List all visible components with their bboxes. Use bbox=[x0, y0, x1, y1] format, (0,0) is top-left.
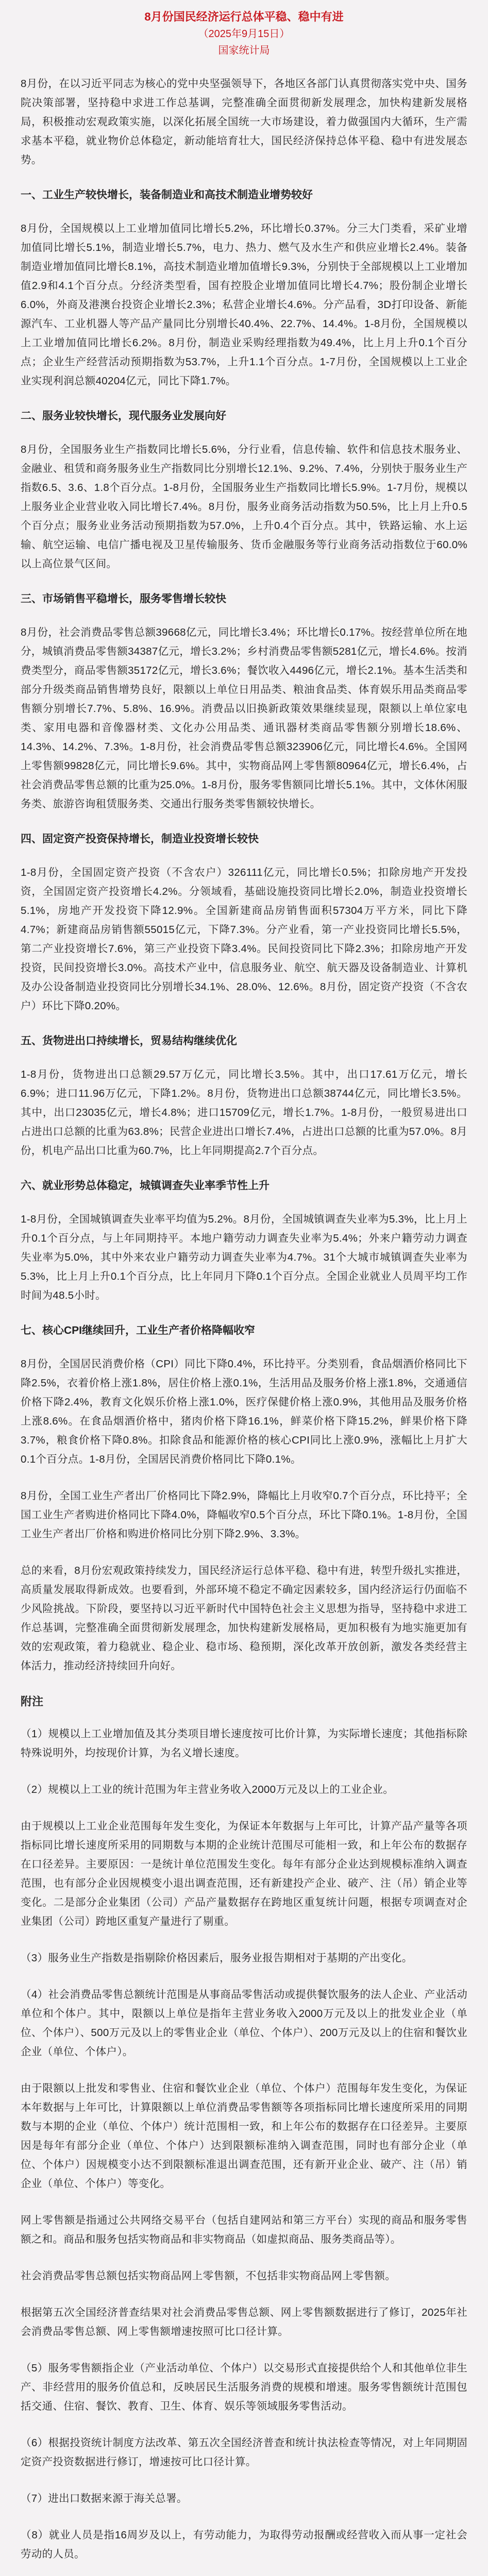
note-item: （4）社会消费品零售总额统计范围是从事商品零售活动或提供餐饮服务的法人企业、产业活动单位和个体户。其中，限额以上单位是指年主营业务收入2000万元及以上的批发业企业（单位、个体户）、500万元及以上的零售业企业（单位、个体户）、200万元及以上的住宿和餐饮业企业（单位、个体户）。 bbox=[21, 1989, 467, 2058]
section-employment bbox=[21, 1178, 467, 1305]
note-item: （2）规模以上工业的统计范围为年主营业务收入2000万元及以上的工业企业。 bbox=[21, 1784, 394, 1795]
section-paragraph: 8月份，全国居民消费价格（CPI）同比下降0.4%，环比持平。分类别看，食品烟酒价格同比下降2.5%，衣着价格上涨1.8%，居住价格上涨0.1%，生活用品及服务价格上涨1.8%，交通通信价格下降2.4%，教育文化娱乐价格上涨1.0%，医疗保健价格上涨0.9%，其他用品及服务价格上涨8.6%。在食品烟酒价格中，猪肉价格下降16.1%，鲜菜价格下降15.2%，鲜果价格下降3.7%，粮食价格下降0.8%。扣除食品和能源价格的核心CPI同比上涨0.9%，涨幅比上月扩大0.1个百分点。1-8月份，全国居民消费价格同比下降0.1%。 bbox=[21, 1358, 467, 1465]
section-heading: 二、服务业较快增长，现代服务业发展向好 bbox=[21, 410, 226, 422]
section-heading: 一、工业生产较快增长，装备制造业和高技术制造业增势较好 bbox=[21, 189, 313, 201]
note-item: 由于规模以上工业企业范围每年发生变化，为保证本年数据与上年可比，计算产品产量等各项指标同比增长速度所采用的同期数与本期的企业统计范围尽可能相一致，和上年公布的数据存在口径差异。主要原因：一是统计单位范围发生变化。每年有部分企业达到规模标准纳入调查范围，也有部分企业因规模变小退出调查范围，还有新建投产企业、破产、注（吊）销企业等变化。二是部分企业集团（公司）产品产量数据存在跨地区重复统计问题，根据专项调查对企业集团（公司）跨地区重复产量进行了剔重。 bbox=[21, 1820, 467, 1927]
intro-paragraph: 8月份，在以习近平同志为核心的党中央坚强领导下，各地区各部门认真贯彻落实党中央、国务院决策部署，坚持稳中求进工作总基调，完整准确全面贯彻新发展理念，加快构建新发展格局，积极推动宏观政策实施，以深化拓展全国统一大市场建设，着力做强国内大循环，生产需求基本平稳，就业物价总体稳定，新动能培育壮大，国民经济保持总体平稳、稳中有进发展态势。 bbox=[21, 78, 467, 166]
note-item: 网上零售额是指通过公共网络交易平台（包括自建网站和第三方平台）实现的商品和服务零售额之和。商品和服务包括实物商品和非实物商品（如虚拟商品、服务类商品等）。 bbox=[21, 2214, 467, 2245]
note-item: （7）进出口数据来源于海关总署。 bbox=[21, 2493, 188, 2504]
section-paragraph: 1-8月份，全国固定资产投资（不含农户）326111亿元，同比增长0.5%；扣除房地产开发投资，全国固定资产投资增长4.2%。分领域看，基础设施投资同比增长2.0%，制造业投资增长5.1%，房地产开发投资下降12.9%。全国新建商品房销售面积57304万平方米，同比下降4.7%；新建商品房销售额55015亿元，下降7.3%。分产业看，第一产业投资同比增长5.5%，第二产业投资增长7.6%，第三产业投资下降3.4%。民间投资同比下降2.3%；扣除房地产开发投资，民间投资增长3.0%。高技术产业中，信息服务业、航空、航天器及设备制造业、计算机及办公设备制造业投资同比分别增长34.1%、28.0%、12.6%。8月份，固定资产投资（不含农户）环比下降0.20%。 bbox=[21, 867, 467, 1012]
section-heading: 三、市场销售平稳增长，服务零售增长较快 bbox=[21, 593, 226, 605]
note-item: （6）根据投资统计制度方法改革、第五次全国经济普查和统计执法检查等情况，对上年同期固定资产投资数据进行修订，增速按可比口径计算。 bbox=[21, 2437, 467, 2468]
notes-heading: 附注 bbox=[21, 1695, 44, 1708]
section-paragraph: 8月份，全国工业生产者出厂价格同比下降2.9%，降幅比上月收窄0.7个百分点，环比持平；全国工业生产者购进价格同比下降4.0%，降幅收窄0.5个百分点，环比下降0.1%。1-8月份，全国工业生产者出厂价格和购进价格同比分别下降2.9%、3.3%。 bbox=[21, 1490, 467, 1540]
section-industry bbox=[21, 187, 467, 391]
section-retail bbox=[21, 591, 467, 814]
note-item: （5）服务零售额指企业（产业活动单位、个体户）以交易形式直接提供给个人和其他单位非生产、非经营用的服务价值总和，反映居民生活服务消费的规模和增速。服务零售额统计范围包括交通、住宿、餐饮、教育、卫生、体育、娱乐等领域服务零售活动。 bbox=[21, 2362, 467, 2412]
section-investment bbox=[21, 831, 467, 1015]
notes-section bbox=[21, 1693, 467, 2576]
section-paragraph: 8月份，社会消费品零售总额39668亿元，同比增长3.4%；环比增长0.17%。按经营单位所在地分，城镇消费品零售额34387亿元，增长3.2%；乡村消费品零售额5281亿元，增长4.6%。按消费类型分，商品零售额35172亿元，增长3.6%；餐饮收入4496亿元，增长2.1%。基本生活类和部分升级类商品销售增势良好，限额以上单位日用品类、粮油食品类、体育娱乐用品类商品零售额分别增长7.7%、5.8%、16.9%。消费品以旧换新政策效果继续显现，限额以上单位家电类、家用电器和音像器材类、文化办公用品类、通讯器材类商品零售额分别增长18.6%、14.3%、14.2%、7.3%。1-8月份，社会消费品零售总额323906亿元，同比增长4.6%。全国网上零售额99828亿元，同比增长9.6%。其中，实物商品网上零售额80964亿元，增长6.4%，占社会消费品零售总额的比重为25.0%。1-8月份，服务零售额同比增长5.1%。其中，文体休闲服务类、旅游咨询租赁服务类、交通出行服务类零售额较快增长。 bbox=[21, 626, 467, 810]
section-prices bbox=[21, 1323, 467, 1544]
section-paragraph: 1-8月份，货物进出口总额29.57万亿元，同比增长3.5%。其中，出口17.61万亿元，增长6.9%；进口11.96万亿元，下降1.2%。8月份，货物进出口总额38744亿元，同比增长3.5%。其中，出口23035亿元，增长4.8%；进口15709亿元，增长1.7%。1-8月份，一般贸易进出口占进出口总额的比重为63.8%；民营企业进出口增长7.4%，占进出口总额的比重为57.0%。8月份，机电产品出口比重为60.7%，比上年同期提高2.7个百分点。 bbox=[21, 1069, 467, 1157]
section-heading: 五、货物进出口持续增长，贸易结构继续优化 bbox=[21, 1035, 237, 1047]
note-item: （8）就业人员是指16周岁及以上，有劳动能力，为取得劳动报酬或经营收入而从事一定社会劳动的人员。 bbox=[21, 2529, 467, 2560]
section-services bbox=[21, 408, 467, 573]
summary-paragraph: 总的来看，8月份宏观政策持续发力，国民经济运行总体平稳、稳中有进，转型升级扎实推进，高质量发展取得新成效。也要看到，外部环境不稳定不确定因素较多，国内经济运行仍面临不少风险挑战。下阶段，要坚持以习近平新时代中国特色社会主义思想为指导，坚持稳中求进工作总基调，完整准确全面贯彻新发展理念，加快构建新发展格局，更加积极有为地实施更加有效的宏观政策，着力稳就业、稳企业、稳市场、稳预期，深化改革开放创新，激发各类经营主体活力，推动经济持续回升向好。 bbox=[21, 1565, 467, 1672]
publish-date: （2025年9月15日） bbox=[198, 28, 290, 40]
section-trade bbox=[21, 1033, 467, 1160]
section-paragraph: 8月份，全国服务业生产指数同比增长5.6%，分行业看，信息传输、软件和信息技术服务业、金融业、租赁和商务服务业生产指数同比分别增长12.1%、9.2%、7.4%，分别快于服务业生产指数6.5、3.6、1.8个百分点。1-8月份，全国服务业生产指数同比增长5.9%。1-7月份，规模以上服务业企业营业收入同比增长7.4%。8月份，服务业商务活动指数为50.5%，比上月上升0.5个百分点；服务业业务活动预期指数为57.0%，上升0.4个百分点。其中，铁路运输、水上运输、航空运输、电信广播电视及卫星传输服务、货币金融服务等行业商务活动指数位于60.0%以上高位景气区间。 bbox=[21, 444, 467, 570]
source-agency: 国家统计局 bbox=[218, 45, 270, 56]
section-heading: 四、固定资产投资保持增长，制造业投资增长较快 bbox=[21, 833, 259, 845]
section-heading: 七、核心CPI继续回升，工业生产者价格降幅收窄 bbox=[21, 1325, 256, 1336]
note-item: 根据第五次全国经济普查结果对社会消费品零售总额、网上零售额数据进行了修订，2025年社会消费品零售总额、网上零售额增速按照可比口径计算。 bbox=[21, 2307, 467, 2337]
note-item: 社会消费品零售总额包括实物商品网上零售额，不包括非实物商品网上零售额。 bbox=[21, 2270, 396, 2282]
note-item: （1）规模以上工业增加值及其分类项目增长速度按可比价计算，为实际增长速度；其他指标除特殊说明外，均按现价计算，为名义增长速度。 bbox=[21, 1728, 467, 1759]
section-heading: 六、就业形势总体稳定，城镇调查失业率季节性上升 bbox=[21, 1180, 270, 1192]
note-item: 由于限额以上批发和零售业、住宿和餐饮业企业（单位、个体户）范围每年发生变化，为保证本年数据与上年可比，计算限额以上单位消费品零售额等各项指标同比增长速度所采用的同期数与本期的企业（单位、个体户）统计范围相一致，和上年公布的数据存在口径差异。主要原因是每年有部分企业（单位、个体户）达到限额标准纳入调查范围，同时也有部分企业（单位、个体户）因规模变小达不到限额标准退出调查范围，还有新开业企业、破产、注（吊）销企业（单位、个体户）等变化。 bbox=[21, 2082, 467, 2190]
article-title: 8月份国民经济运行总体平稳、稳中有进 bbox=[144, 10, 344, 23]
section-paragraph: 8月份，全国规模以上工业增加值同比增长5.2%，环比增长0.37%。分三大门类看，采矿业增加值同比增长5.1%，制造业增长5.7%，电力、热力、燃气及水生产和供应业增长2.4%。装备制造业增加值同比增长8.1%，高技术制造业增加值增长9.3%，分别快于全部规模以上工业增加值2.9和4.1个百分点。分经济类型看，国有控股企业增加值同比增长4.7%；股份制企业增长6.0%，外商及港澳台投资企业增长2.3%；私营企业增长4.6%。分产品看，3D打印设备、新能源汽车、工业机器人等产品产量同比分别增长40.4%、22.7%、14.4%。1-8月份，全国规模以上工业增加值同比增长6.2%。8月份，制造业采购经理指数为49.4%，比上月上升0.1个百分点；企业生产经营活动预期指数为53.7%，上升1.1个百分点。1-7月份，全国规模以上工业企业实现利润总额40204亿元，同比下降1.7%。 bbox=[21, 223, 467, 387]
note-item: （3）服务业生产指数是指剔除价格因素后，服务业报告期相对于基期的产出变化。 bbox=[21, 1952, 413, 1964]
section-paragraph: 1-8月份，全国城镇调查失业率平均值为5.2%。8月份，全国城镇调查失业率为5.3%，比上月上升0.1个百分点，与上年同期持平。本地户籍劳动力调查失业率为5.4%；外来户籍劳动力调查失业率为5.0%，其中外来农业户籍劳动力调查失业率为4.7%。31个大城市城镇调查失业率为5.3%，比上月上升0.1个百分点，比上年同月下降0.1个百分点。全国企业就业人员周平均工作时间为48.5小时。 bbox=[21, 1213, 467, 1301]
